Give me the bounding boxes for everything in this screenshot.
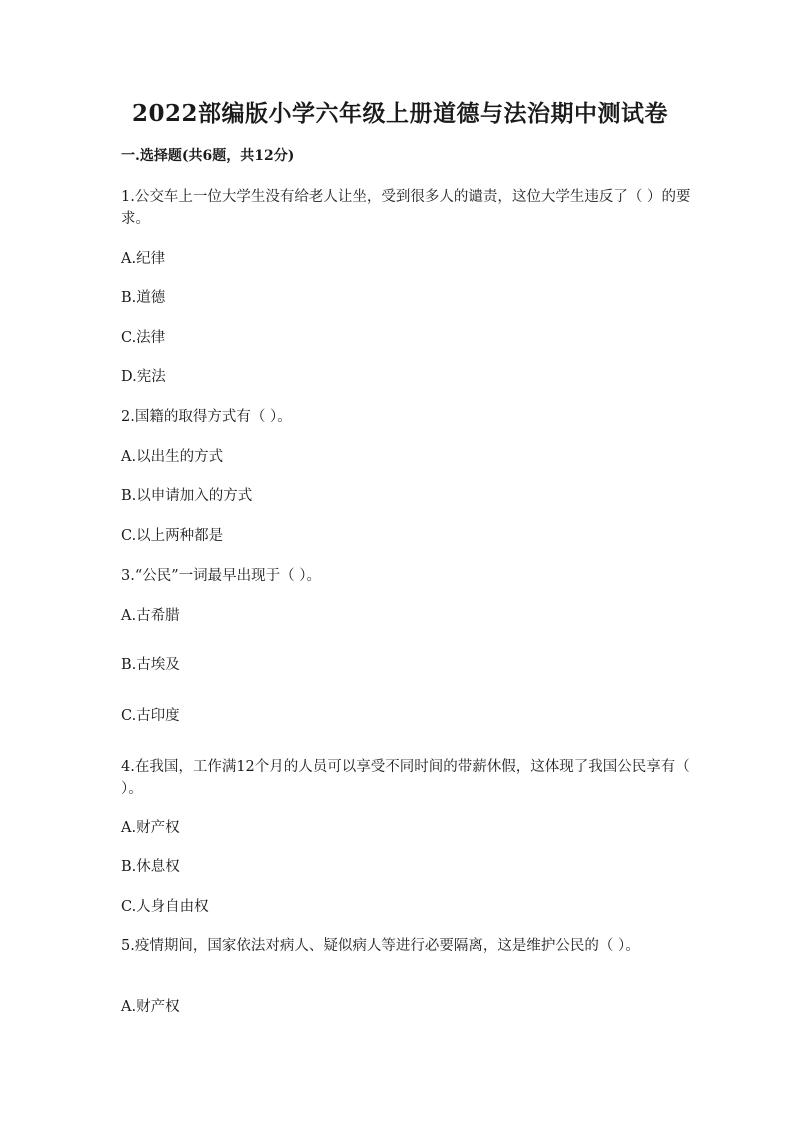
page-title: 2022部编版小学六年级上册道德与法治期中测试卷 bbox=[131, 100, 668, 127]
question-5-stem: 5.疫情期间，国家依法对病人、疑似病人等进行必要隔离，这是维护公民的（ ）。 bbox=[121, 938, 640, 954]
question-2-stem: 2.国籍的取得方式有（ ）。 bbox=[121, 409, 292, 425]
question-5-option-a: A.财产权 bbox=[121, 999, 180, 1015]
question-3-option-b: B.古埃及 bbox=[121, 657, 180, 673]
question-3-option-c: C.古印度 bbox=[121, 708, 180, 724]
question-2-option-c: C.以上两种都是 bbox=[121, 528, 224, 544]
question-4-option-c: C.人身自由权 bbox=[121, 899, 209, 915]
question-1-option-b: B.道德 bbox=[121, 290, 166, 306]
question-2-option-a: A.以出生的方式 bbox=[121, 449, 224, 465]
question-1-option-d: D.宪法 bbox=[121, 369, 166, 385]
question-4-stem: 4.在我国，工作满12个月的人员可以享受不同时间的带薪休假，这体现了我国公民享有（ ）。 bbox=[121, 759, 690, 797]
section-heading: 一.选择题(共6题，共12分) bbox=[121, 148, 295, 164]
question-2-option-b: B.以申请加入的方式 bbox=[121, 488, 253, 504]
question-3-stem: 3.“公民”一词最早出现于（ ）。 bbox=[121, 568, 322, 584]
question-3-option-a: A.古希腊 bbox=[121, 608, 180, 624]
question-1-option-a: A.纪律 bbox=[121, 251, 166, 267]
question-4-option-b: B.休息权 bbox=[121, 859, 180, 875]
question-1-stem: 1.公交车上一位大学生没有给老人让坐，受到很多人的谴责，这位大学生违反了（ ）的要求。 bbox=[121, 189, 691, 227]
question-1-option-c: C.法律 bbox=[121, 330, 166, 346]
question-4-option-a: A.财产权 bbox=[121, 820, 180, 836]
